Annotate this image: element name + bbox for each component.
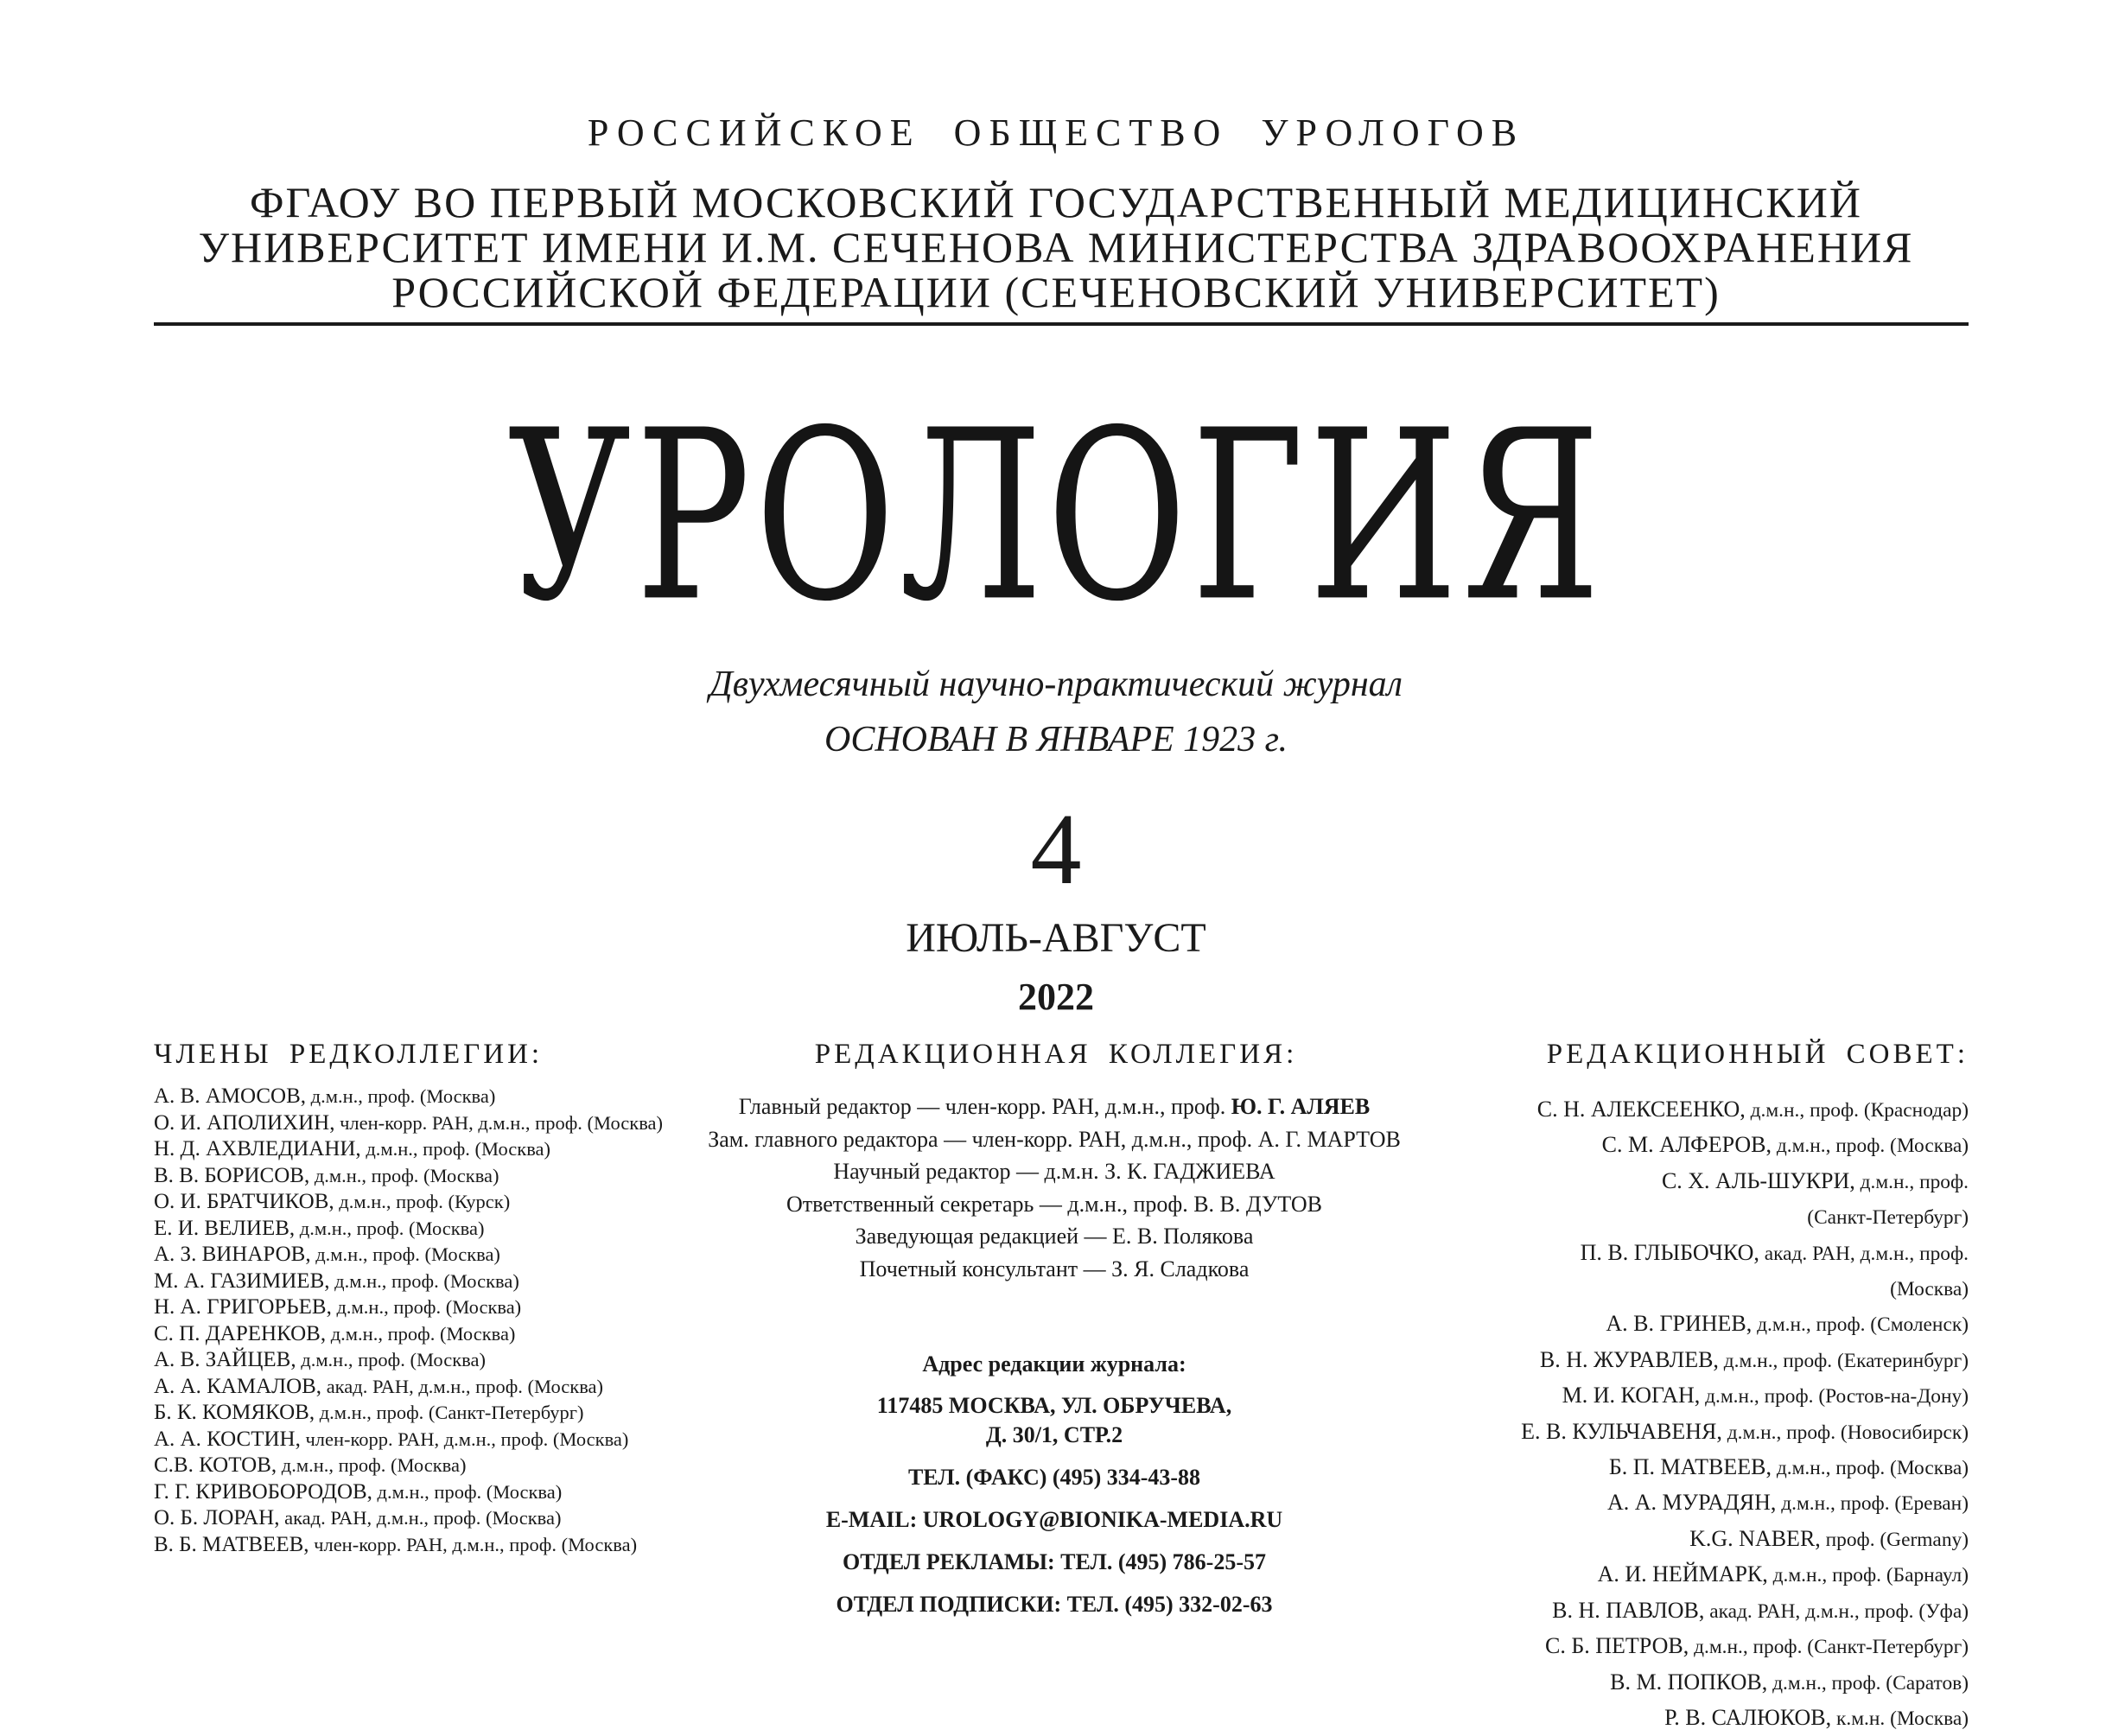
- chief-editor-line: Главный редактор — член-корр. РАН, д.м.н., проф. Ю. Г. АЛЯЕВ: [738, 1094, 1371, 1119]
- list-item: С. Б. ПЕТРОВ, д.м.н., проф. (Санкт-Петербург): [1545, 1633, 1969, 1659]
- list-item: Б. П. МАТВЕЕВ, д.м.н., проф. (Москва): [1608, 1454, 1969, 1480]
- list-item: С. Н. АЛЕКСЕЕНКО, д.м.н., проф. (Краснодар): [1536, 1097, 1969, 1122]
- list-item: В. Б. МАТВЕЕВ, член-корр. РАН, д.м.н., проф. (Москва): [154, 1532, 638, 1556]
- list-item: Н. А. ГРИГОРЬЕВ, д.м.н., проф. (Москва): [154, 1295, 522, 1319]
- founded-note: ОСНОВАН В ЯНВАРЕ 1923 г.: [824, 720, 1288, 760]
- journal-title: УРОЛОГИЯ: [507, 381, 1605, 654]
- list-item: K.G. NABER, проф. (Germany): [1689, 1525, 1969, 1551]
- list-item: Б. К. КОМЯКОВ, д.м.н., проф. (Санкт-Петербург): [154, 1401, 584, 1424]
- list-item: М. А. ГАЗИМИЕВ, д.м.н., проф. (Москва): [154, 1269, 519, 1293]
- address-phone: ТЕЛ. (ФАКС) (495) 334-43-88: [907, 1465, 1201, 1490]
- journal-subtitle: Двухмесячный научно-практический журнал: [709, 665, 1403, 704]
- list-item: Научный редактор — д.м.н. З. К. ГАДЖИЕВА: [833, 1159, 1275, 1184]
- list-item: О. Б. ЛОРАН, акад. РАН, д.м.н., проф. (Москва): [154, 1506, 562, 1529]
- editorial-council-heading: РЕДАКЦИОННЫЙ СОВЕТ:: [1546, 1039, 1969, 1070]
- editorial-council-list: [1364, 1092, 1969, 1736]
- header-divider: [154, 322, 1969, 326]
- address-street: 117485 МОСКВА, УЛ. ОБРУЧЕВА,: [876, 1393, 1232, 1418]
- list-item: В. М. ПОПКОВ, д.м.н., проф. (Саратов): [1610, 1669, 1969, 1695]
- list-item: Е. И. ВЕЛИЕВ, д.м.н., проф. (Москва): [154, 1216, 485, 1240]
- list-item: О. И. АПОЛИХИН, член-корр. РАН, д.м.н., проф. (Москва): [154, 1110, 664, 1135]
- list-item: Почетный консультант — З. Я. Сладкова: [859, 1256, 1250, 1281]
- list-item: В. Н. ПАВЛОВ, акад. РАН, д.м.н., проф. (Уфа): [1552, 1597, 1969, 1623]
- list-item: В. Н. ЖУРАВЛЕВ, д.м.н., проф. (Екатеринбург): [1539, 1346, 1969, 1372]
- board-members-heading: ЧЛЕНЫ РЕДКОЛЛЕГИИ:: [154, 1039, 544, 1070]
- editorial-board-heading: РЕДАКЦИОННАЯ КОЛЛЕГИЯ:: [814, 1039, 1298, 1070]
- list-item: Р. В. САЛЮКОВ, к.м.н. (Москва): [1664, 1704, 1969, 1730]
- list-item: С. Х. АЛЬ-ШУКРИ, д.м.н., проф.: [1661, 1167, 1969, 1193]
- issue-months: ИЮЛЬ-АВГУСТ: [906, 915, 1206, 961]
- list-item: Зам. главного редактора — член-корр. РАН, д.м.н., проф. А. Г. МАРТОВ: [708, 1126, 1401, 1152]
- title-block: [0, 380, 2112, 654]
- address-email: E-MAIL: UROLOGY@BIONIKA-MEDIA.RU: [825, 1507, 1283, 1532]
- list-item: (Санкт-Петербург): [1807, 1206, 1969, 1230]
- chief-editor-name: Ю. Г. АЛЯЕВ: [1231, 1094, 1371, 1119]
- list-item: О. И. БРАТЧИКОВ, д.м.н., проф. (Курск): [154, 1190, 511, 1213]
- address-building: Д. 30/1, СТР.2: [985, 1422, 1123, 1447]
- list-item: (Москва): [1890, 1278, 1969, 1301]
- list-item: Е. В. КУЛЬЧАВЕНЯ, д.м.н., проф. (Новосибирск): [1521, 1418, 1969, 1444]
- list-item: Н. Д. АХВЛЕДИАНИ, д.м.н., проф. (Москва): [154, 1137, 551, 1161]
- list-item: А. В. АМОСОВ, д.м.н., проф. (Москва): [154, 1084, 496, 1108]
- list-item: А. А. КОСТИН, член-корр. РАН, д.м.н., проф. (Москва): [154, 1427, 629, 1451]
- issue-number: 4: [1030, 792, 1082, 906]
- list-item: П. В. ГЛЫБОЧКО, акад. РАН, д.м.н., проф.: [1580, 1239, 1969, 1265]
- list-item: М. И. КОГАН, д.м.н., проф. (Ростов-на-Дону): [1562, 1383, 1969, 1409]
- list-item: А. З. ВИНАРОВ, д.м.н., проф. (Москва): [154, 1243, 500, 1266]
- society-name: РОССИЙСКОЕ ОБЩЕСТВО УРОЛОГОВ: [587, 111, 1525, 154]
- university-line: РОССИЙСКОЙ ФЕДЕРАЦИИ (СЕЧЕНОВСКИЙ УНИВЕРСИТЕТ): [391, 268, 1721, 316]
- list-item: А. И. НЕЙМАРК, д.м.н., проф. (Барнаул): [1597, 1561, 1969, 1587]
- address-label: Адрес редакции журнала:: [922, 1351, 1186, 1377]
- list-item: С. П. ДАРЕНКОВ, д.м.н., проф. (Москва): [154, 1321, 516, 1345]
- list-item: С.В. КОТОВ, д.м.н., проф. (Москва): [154, 1453, 467, 1477]
- list-item: Ответственный секретарь — д.м.н., проф. В. В. ДУТОВ: [786, 1191, 1323, 1217]
- list-item: А. А. КАМАЛОВ, акад. РАН, д.м.н., проф. (Москва): [154, 1374, 604, 1398]
- university-line: УНИВЕРСИТЕТ ИМЕНИ И.М. СЕЧЕНОВА МИНИСТЕРСТВА ЗДРАВООХРАНЕНИЯ: [198, 223, 1914, 271]
- board-members-list: [154, 1084, 672, 1558]
- list-item: В. В. БОРИСОВ, д.м.н., проф. (Москва): [154, 1163, 499, 1187]
- list-item: Г. Г. КРИВОБОРОДОВ, д.м.н., проф. (Москва): [154, 1479, 563, 1504]
- list-item: Заведующая редакцией — Е. В. Полякова: [855, 1224, 1254, 1249]
- address-ads: ОТДЕЛ РЕКЛАМЫ: ТЕЛ. (495) 786-25-57: [843, 1549, 1266, 1574]
- list-item: А. А. МУРАДЯН, д.м.н., проф. (Ереван): [1607, 1490, 1969, 1516]
- address-subscriptions: ОТДЕЛ ПОДПИСКИ: ТЕЛ. (495) 332-02-63: [836, 1592, 1273, 1617]
- university-line: ФГАОУ ВО ПЕРВЫЙ МОСКОВСКИЙ ГОСУДАРСТВЕННЫЙ МЕДИЦИНСКИЙ: [250, 178, 1862, 226]
- list-item: А. В. ГРИНЕВ, д.м.н., проф. (Смоленск): [1606, 1311, 1969, 1337]
- issue-year: 2022: [1018, 976, 1094, 1018]
- list-item: С. М. АЛФЕРОВ, д.м.н., проф. (Москва): [1601, 1132, 1969, 1158]
- list-item: А. В. ЗАЙЦЕВ, д.м.н., проф. (Москва): [154, 1348, 486, 1371]
- university-name: [0, 180, 2112, 315]
